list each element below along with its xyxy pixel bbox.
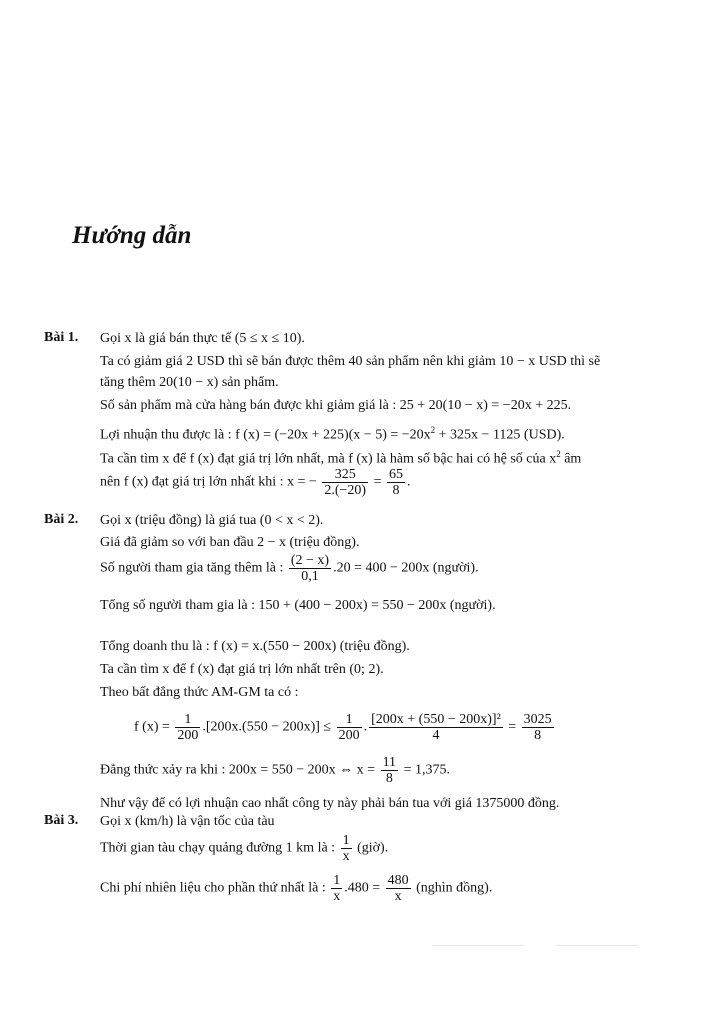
ex2-equality-fraction: [381, 755, 398, 786]
ex1-fraction-2-denominator: 8: [392, 483, 400, 498]
ex2-amgm-fraction-1-numerator: 1: [175, 712, 200, 728]
faint-divider-right: [556, 945, 638, 946]
ex2-amgm-fraction-3-denominator: 4: [432, 728, 440, 743]
exercise-1-label: Bài 1.: [44, 330, 79, 345]
ex2-line-5: Tổng doanh thu là : f (x) = x.(550 − 200x) (triệu đồng).: [100, 639, 410, 654]
ex2-amgm-fraction-1-denominator: 200: [177, 728, 199, 743]
ex3-line-2-text: Thời gian tàu chạy quảng đường 1 km là :: [100, 840, 336, 856]
page-title: Hướng dẫn: [72, 222, 192, 249]
ex3-line-1: Gọi x (km/h) là vận tốc của tàu: [100, 814, 275, 829]
ex3-line-2: [100, 833, 388, 864]
ex2-equality-fraction-numerator: 11: [382, 755, 397, 770]
ex1-fraction-2-numerator: 65: [388, 467, 403, 482]
ex3-fraction-3-numerator: 480: [387, 873, 409, 888]
ex2-amgm-product: .[200x.(550 − 200x)] ≤: [202, 719, 332, 735]
ex1-profit-exponent: 2: [430, 425, 436, 435]
ex2-amgm-fraction-4-numerator: 3025: [523, 712, 552, 727]
ex1-line-7: [100, 467, 410, 498]
ex2-amgm-fraction-4: [522, 712, 554, 743]
ex2-equality-text: Đẳng thức xảy ra khi : 200x = 550 − 200x ⇔ x =: [100, 762, 376, 778]
ex1-line-6a: Ta cần tìm x để f (x) đạt giá trị lớn nhất, mà f (x) là hàm số bậc hai có hệ số của x: [100, 451, 557, 467]
ex3-line-3-unit: (nghìn đồng).: [412, 880, 493, 896]
ex2-amgm-fraction-2-numerator: 1: [337, 712, 362, 728]
ex3-fraction-3: [386, 873, 411, 904]
ex1-fraction-2: [387, 467, 405, 498]
ex3-fraction-1-numerator: 1: [342, 833, 350, 848]
ex1-profit-formula-b: + 325x − 1125 (USD).: [435, 427, 565, 443]
ex3-line-3-mult: .480 =: [344, 880, 381, 896]
ex2-line-2: Giá đã giảm so với ban đầu 2 − x (triệu đồng).: [100, 535, 360, 550]
ex1-line-5: [100, 421, 565, 445]
ex2-line-3-text: Số người tham gia tăng thêm là :: [100, 560, 284, 576]
ex3-fraction-3-denominator: x: [394, 889, 402, 904]
ex2-line-6: Ta cần tìm x để f (x) đạt giá trị lớn nhất trên (0; 2).: [100, 662, 384, 677]
ex2-amgm-equals: =: [504, 719, 520, 735]
ex3-fraction-2-numerator: 1: [333, 873, 341, 888]
ex3-line-3: [100, 873, 492, 904]
ex2-line-3-result: .20 = 400 − 200x (người).: [333, 560, 479, 576]
ex3-fraction-1: [341, 833, 352, 864]
ex2-amgm-fraction-3-numerator: [200x + (550 − 200x)]²: [371, 712, 501, 727]
ex3-line-3-text: Chi phí nhiên liệu cho phần thứ nhất là :: [100, 880, 326, 896]
ex2-amgm-fraction-4-denominator: 8: [534, 728, 542, 743]
ex1-line-6b: âm: [560, 451, 582, 467]
faint-divider-left: [432, 945, 524, 946]
ex3-line-2-unit: (giờ).: [353, 840, 389, 856]
ex2-amgm-fraction-1: [175, 712, 200, 743]
ex3-fraction-2: [331, 873, 342, 904]
ex2-amgm-fraction-3: [369, 712, 503, 743]
ex1-fraction-1-denominator: 2.(−20): [324, 483, 367, 498]
ex2-amgm-lhs: f (x) =: [134, 719, 170, 735]
ex3-fraction-2-denominator: x: [333, 889, 341, 904]
ex1-line-1: Gọi x là giá bán thực tế (5 ≤ x ≤ 10).: [100, 331, 305, 346]
ex1-equals: =: [370, 474, 385, 490]
ex2-line-7: Theo bất đẳng thức AM-GM ta có :: [100, 685, 299, 700]
ex1-line-6: [100, 445, 581, 469]
ex2-equality-result: = 1,375.: [400, 762, 450, 778]
ex1-fraction-1: [322, 467, 368, 498]
ex1-period: .: [406, 474, 411, 490]
ex2-fraction-1: [289, 553, 331, 584]
ex2-amgm-dot: .: [363, 719, 368, 735]
ex2-fraction-1-numerator: (2 − x): [290, 553, 330, 568]
ex2-amgm-fraction-2-denominator: 200: [338, 728, 360, 743]
ex2-equality-fraction-denominator: 8: [385, 771, 393, 786]
exercise-3-label: Bài 3.: [44, 813, 79, 828]
ex2-line-9: [100, 755, 450, 786]
ex1-line-7-text: nên f (x) đạt giá trị lớn nhất khi : x = −: [100, 474, 317, 490]
ex1-line-3: tăng thêm 20(10 − x) sản phẩm.: [100, 375, 279, 390]
ex2-fraction-1-denominator: 0,1: [301, 569, 319, 584]
ex1-line-6-exponent: 2: [556, 449, 561, 459]
ex2-amgm-fraction-2: [337, 712, 362, 743]
ex2-amgm-formula: [134, 712, 556, 743]
ex1-line-4: Số sản phẩm mà cửa hàng bán được khi giảm giá là : 25 + 20(10 − x) = −20x + 225.: [100, 398, 572, 413]
ex1-profit-formula-a: Lợi nhuận thu được là : f (x) = (−20x + 225)(x − 5) = −20x: [100, 427, 431, 443]
ex2-line-1: Gọi x (triệu đồng) là giá tua (0 < x < 2).: [100, 513, 324, 528]
ex2-line-4: Tổng số người tham gia là : 150 + (400 − 200x) = 550 − 200x (người).: [100, 598, 496, 613]
ex2-line-3: [100, 553, 479, 584]
ex1-line-2: Ta có giảm giá 2 USD thì sẽ bán được thêm 40 sản phẩm nên khi giảm 10 − x USD thì sẽ: [100, 354, 601, 369]
exercise-2-label: Bài 2.: [44, 512, 79, 527]
ex2-line-10: Như vậy để có lợi nhuận cao nhất công ty này phải bán tua với giá 1375000 đồng.: [100, 796, 560, 811]
ex3-fraction-1-denominator: x: [342, 849, 350, 864]
ex1-fraction-1-numerator: 325: [322, 467, 368, 483]
